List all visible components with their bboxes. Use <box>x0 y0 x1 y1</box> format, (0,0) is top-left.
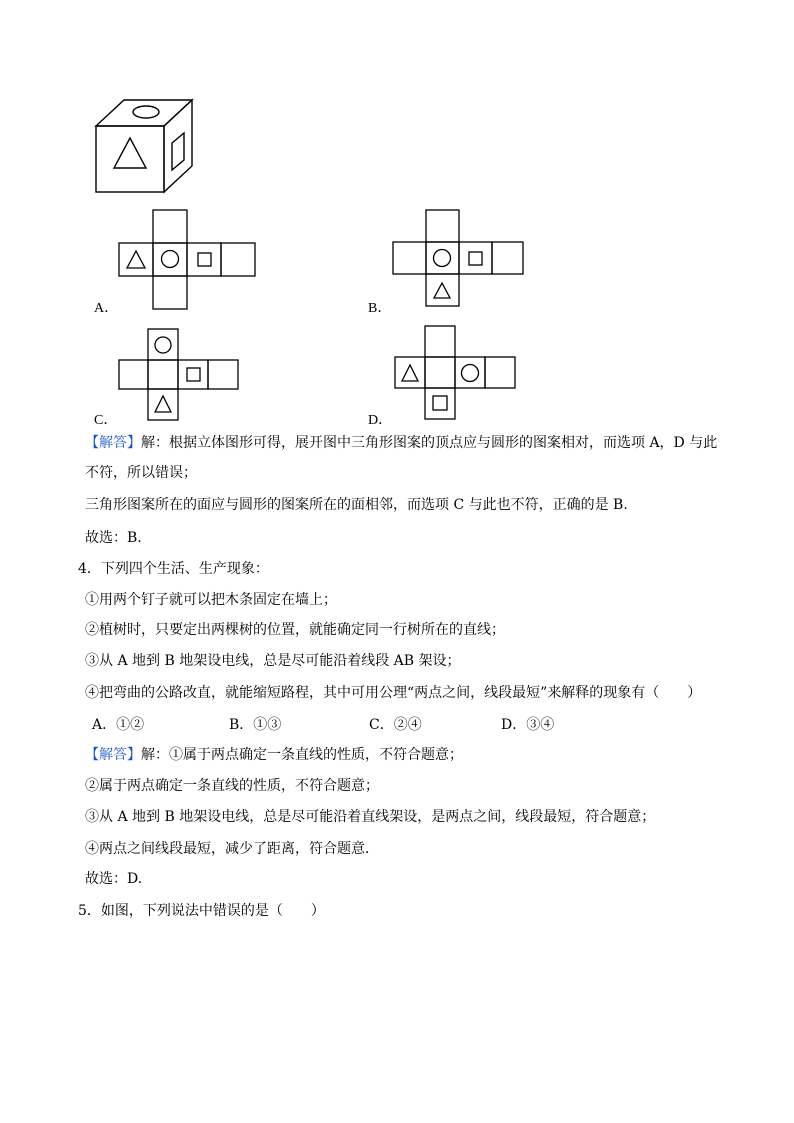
answer-tag: 【解答】 <box>85 747 141 763</box>
q4-option-b: B．①③ <box>229 717 282 733</box>
option-b-label: B． <box>368 301 392 316</box>
q4-option-d: D．③④ <box>501 717 555 733</box>
q4-answer-line-4: ④两点之间线段最短，减少了距离，符合题意． <box>85 841 379 857</box>
option-a-label: A． <box>94 301 119 316</box>
q4-option-a: A．①② <box>92 717 145 733</box>
q4-answer-line-2: ②属于两点确定一条直线的性质，不符合题意； <box>85 778 379 794</box>
q4-answer-line-1: 【解答】解：①属于两点确定一条直线的性质，不符合题意； <box>85 747 463 763</box>
q3-answer-line-3: 三角形图案所在的面应与圆形的图案所在的面相邻，而选项 C 与此也不符，正确的是 B. <box>85 497 628 513</box>
q5-stem: 5．如图，下列说法中错误的是（ ） <box>78 903 325 919</box>
cube-figure <box>92 98 198 196</box>
q4-stem: 4．下列四个生活、生产现象： <box>78 561 269 577</box>
q4-item-1: ①用两个钉子就可以把木条固定在墙上； <box>85 592 337 608</box>
option-d-label: D． <box>368 413 393 428</box>
q4-answer-line-3: ③从 A 地到 B 地架设电线，总是尽可能沿着直线架设，是两点之间，线段最短，符合题意； <box>85 809 656 825</box>
net-option-b <box>392 208 526 308</box>
q4-item-2: ②植树时，只要定出两棵树的位置，就能确定同一行树所在的直线； <box>85 622 505 638</box>
q3-answer-line-4: 故选：B. <box>85 530 142 546</box>
net-option-a <box>118 209 258 311</box>
q4-answer-line-5: 故选：D. <box>85 871 143 887</box>
q3-answer-line-1: 【解答】解：根据立体图形可得，展开图中三角形图案的顶点应与圆形的图案相对，而选项 A，D 与此 <box>85 435 718 451</box>
net-option-c <box>118 327 242 423</box>
answer-tag: 【解答】 <box>85 435 141 451</box>
q4-item-4: ④把弯曲的公路改直，就能缩短路程，其中可用公理“两点之间，线段最短”来解释的现象有（ ） <box>85 685 702 701</box>
option-c-label: C． <box>94 413 118 428</box>
q4-option-c: C．②④ <box>369 717 422 733</box>
net-option-d <box>394 324 518 422</box>
q4-item-3: ③从 A 地到 B 地架设电线，总是尽可能沿着线段 AB 架设； <box>85 653 461 669</box>
q3-answer-line-2: 不符，所以错误； <box>85 465 197 481</box>
